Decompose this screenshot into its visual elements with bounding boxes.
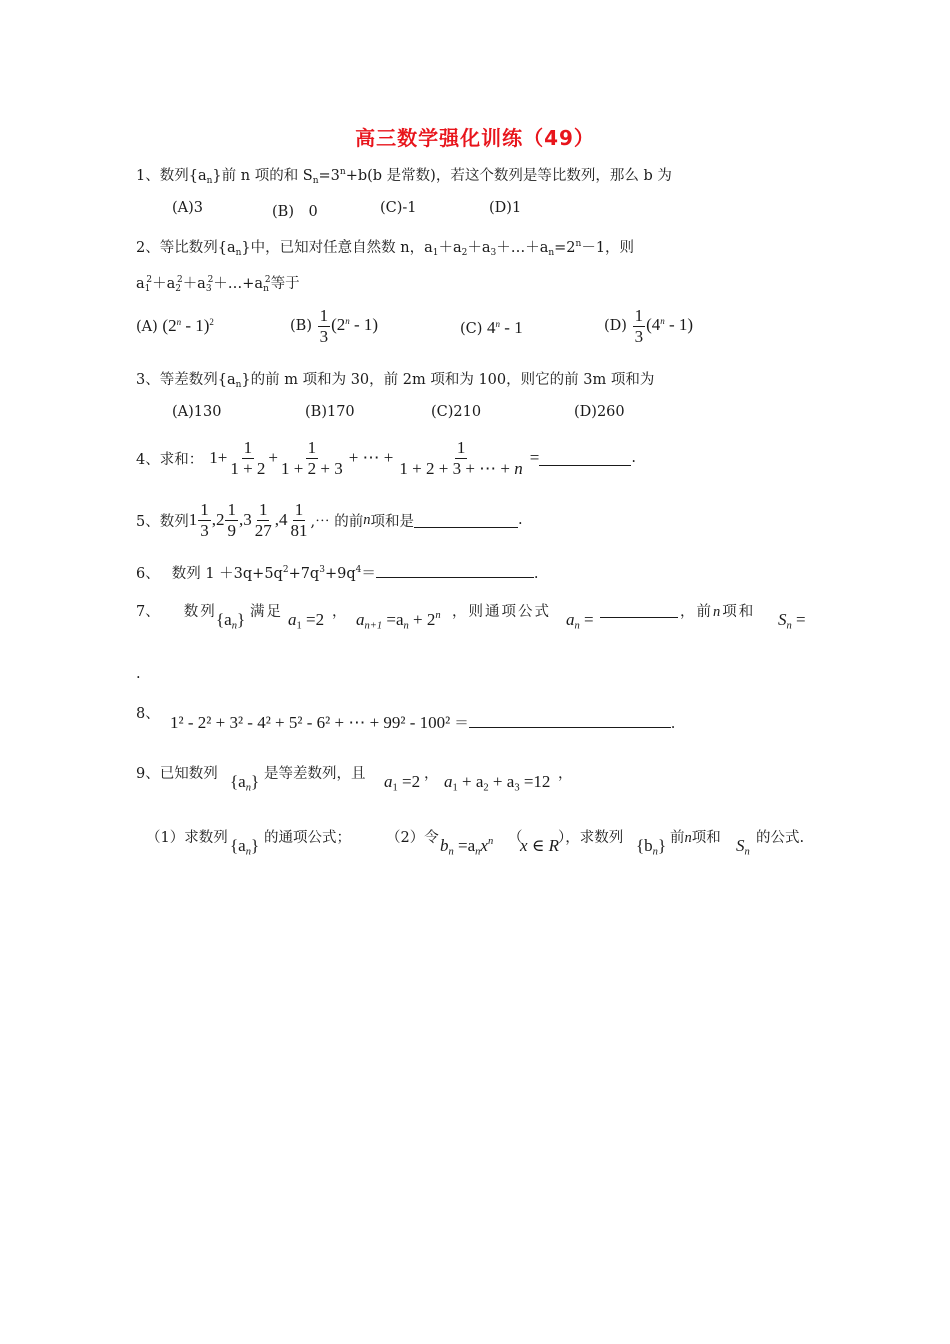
question-1	[136, 164, 672, 186]
sequence-symbol: $\{a_n\}$	[216, 610, 246, 632]
question-number: 3、	[136, 372, 160, 388]
sum-condition: $a_1 + a_2 + a_3 =12$	[444, 772, 551, 794]
option-b: (B) 0	[272, 204, 318, 220]
part-2-label: （2）令	[386, 830, 439, 846]
option-c: (C) 4$^n$ - 1	[460, 318, 523, 337]
option-b: (B)170	[305, 404, 355, 420]
question-number: 9、	[136, 766, 160, 782]
part-2-text: ），求数列	[558, 830, 624, 846]
satisfy-label: 满足	[250, 604, 283, 620]
b-definition: $b_n =a_nx^n$	[440, 836, 494, 858]
sequence-symbol: $\{a_n\}$	[230, 836, 260, 858]
option-a: (A) (2$^n$ - 1)$^2$	[136, 316, 214, 335]
condition-text: 是等差数列，且	[264, 766, 366, 782]
question-number: 4、	[136, 451, 160, 468]
question-3: 3、等差数列$\{a_n\}$的前 m 项和为 30，前 2m 项和为 100，则它的前 3m 项和为	[136, 372, 655, 391]
question-number: 7、	[136, 604, 160, 620]
option-a: (A)130	[172, 404, 222, 420]
comma: ，	[424, 766, 439, 782]
question-text: 数列$\{a_n\}$前 n 项的和 $S_n=3^n+b(b$ 是常数)，若这个数列是等比数列，那么 b 为	[159, 167, 672, 187]
question-2: 2、等比数列$\{a_n\}$中，已知对任意自然数 n，$a_1+a_2+a_3+\dots+a_n=2^n-1$，则	[136, 239, 635, 259]
part-1-text: 的通项公式；	[264, 830, 351, 846]
option-b: (B) $\frac{1}{3}$ (2$^n$ - 1)	[290, 306, 379, 346]
trailing-period: .	[136, 666, 141, 682]
initial-term: $a_1 =2$	[288, 610, 325, 632]
answer-blank[interactable]	[469, 726, 671, 728]
sum-label: ，前n项和	[680, 604, 756, 620]
question-number: 2、	[136, 240, 160, 256]
b-sequence: $\{b_n\}$	[636, 836, 667, 858]
answer-blank[interactable]	[539, 464, 631, 466]
question-7: 7、 数列	[136, 604, 217, 620]
question-5: 5、 数列 1 $\frac{1}{3}$ , 2 $\frac{1}{9}$ , 3 $\frac{1}{27}$ , 4 $\frac{1}{81}$ ,⋯ 的前 n 项和是 .	[136, 500, 523, 540]
question-2-line-2: $a_1^2+a_2^2+a_3^2+\dots+a_n^2$等于	[136, 275, 300, 295]
question-8: 1² - 2² + 3² - 4² + 5² - 6² + ⋯ + 99² - 100² ＝ .	[170, 713, 676, 732]
comma: ，	[558, 766, 573, 782]
question-4: 4、 求和： 1 + $\frac{1}{1 + 2}$ + $\frac{1}{1 + 2 + 3}$ + ⋯ + $\frac{1}{1 + 2 + 3 + \cdots + n}$ = .	[136, 438, 636, 478]
comma: ，	[332, 604, 347, 620]
formula-text: 的公式.	[756, 830, 805, 846]
recurrence: $a_{n+1} =a_n + 2^n$	[356, 610, 441, 632]
part-1-label: （1）求数列	[146, 830, 228, 846]
question-9: 9、已知数列	[136, 766, 218, 782]
option-c: (C)210	[431, 404, 482, 420]
question-6: 6、 数列 $1 +3q+5q^2+7q^3+9q^4=$ .	[136, 565, 539, 582]
domain-condition: x ∈ R	[520, 836, 560, 855]
option-c: (C)-1	[380, 200, 417, 216]
general-term: $a_n$ =	[566, 610, 594, 632]
answer-blank[interactable]	[414, 526, 518, 528]
option-d: (D)260	[574, 404, 625, 420]
general-term-label: ，则通项公式	[452, 604, 551, 620]
sum-term: $S_n$ =	[778, 610, 806, 632]
paren-left: （	[508, 830, 523, 846]
answer-blank[interactable]	[600, 616, 678, 618]
page-title: 高三数学强化训练（49）	[355, 126, 595, 150]
question-8-number: 8、	[136, 706, 160, 722]
initial-term: $a_1 =2$	[384, 772, 421, 794]
answer-blank[interactable]	[376, 576, 534, 578]
sum-label: 前n项和	[670, 830, 721, 846]
question-number: 5、	[136, 513, 160, 530]
option-d: (D)1	[489, 200, 522, 216]
sequence-symbol: $\{a_n\}$	[230, 772, 260, 794]
option-d: (D) $\frac{1}{3}$ (4$^n$ - 1)	[604, 306, 694, 346]
sum-symbol: $S_n$	[736, 836, 750, 858]
question-number: 6、	[136, 566, 160, 582]
question-number: 1、	[136, 168, 160, 184]
option-a: (A)3	[172, 200, 204, 216]
